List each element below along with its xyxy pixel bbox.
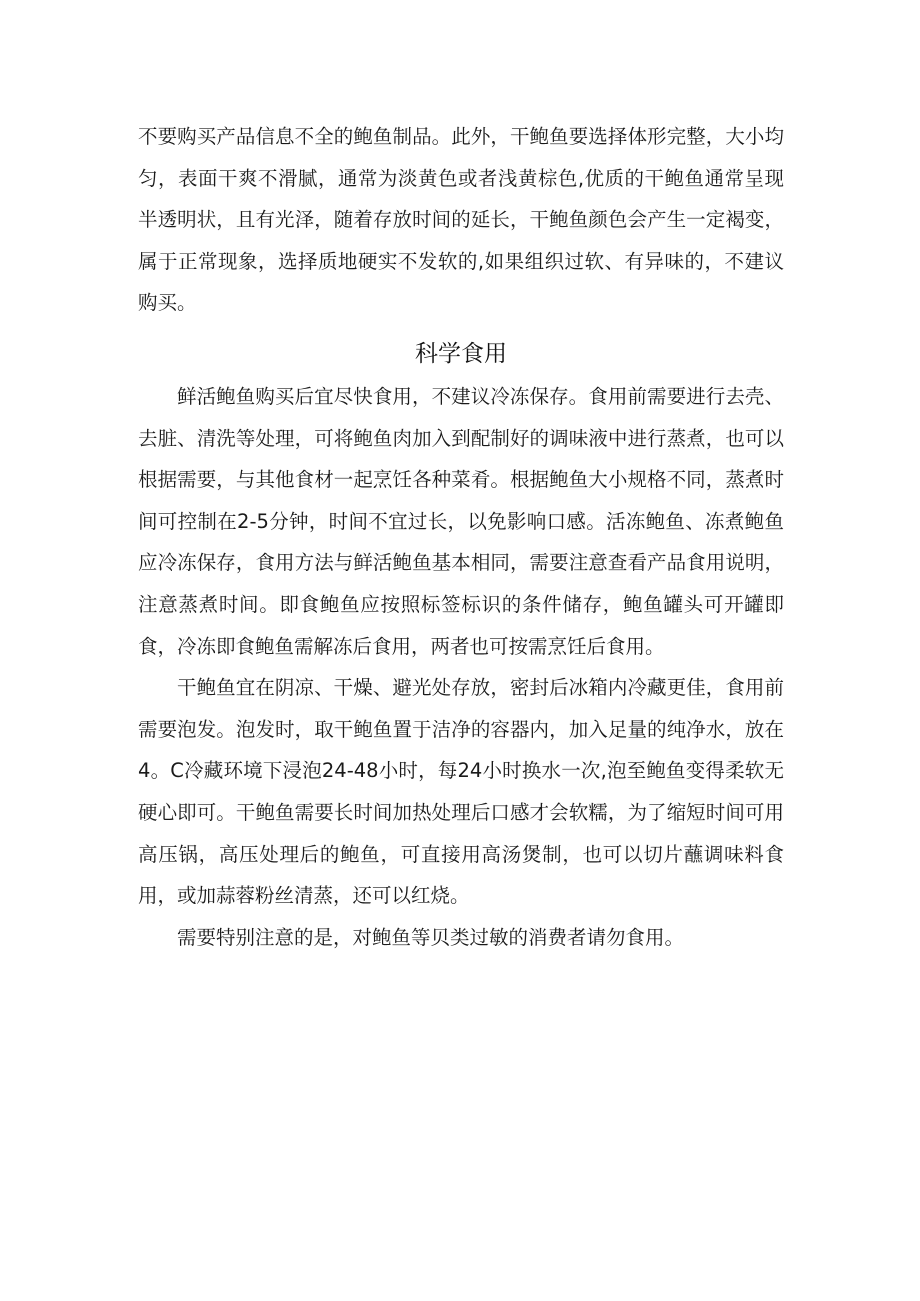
- paragraph-dried-abalone: 干鲍鱼宜在阴凉、干燥、避光处存放，密封后冰箱内冷藏更佳，食用前需要泡发。泡发时，取干鲍鱼置于洁净的容器内，加入足量的纯净水，放在4。C冷藏环境下浸泡24-48小时，每24小时换水一次,泡至鲍鱼变得柔软无硬心即可。干鲍鱼需要长时间加热处理后口感才会软糯，为了缩短时间可用高压锅，高压处理后的鲍鱼，可直接用高汤煲制，也可以切片蘸调味料食用，或加蒜蓉粉丝清蒸，还可以红烧。: [138, 676, 784, 908]
- paragraph-allergy-note: 需要特别注意的是，对鲍鱼等贝类过敏的消费者请勿食用。: [177, 925, 685, 949]
- paragraph-fresh-abalone: 鲜活鲍鱼购买后宜尽快食用，不建议冷冻保存。食用前需要进行去壳、去脏、清洗等处理，可将鲍鱼肉加入到配制好的调味液中进行蒸煮，也可以根据需要，与其他食材一起烹饪各种菜肴。根据鲍鱼大小规格不同，蒸煮时间可控制在2-5分钟，时间不宜过长，以免影响口感。活冻鲍鱼、冻煮鲍鱼应冷冻保存，食用方法与鲜活鲍鱼基本相同，需要注意查看产品食用说明，注意蒸煮时间。即食鲍鱼应按照标签标识的条件储存，鲍鱼罐头可开罐即食，冷冻即食鲍鱼需解冻后食用，两者也可按需烹饪后食用。: [138, 384, 784, 658]
- paragraph-continued: 不要购买产品信息不全的鲍鱼制品。此外，干鲍鱼要选择体形完整，大小均匀，表面干爽不滑腻，通常为淡黄色或者浅黄棕色,优质的干鲍鱼通常呈现半透明状，且有光泽，随着存放时间的延长，干鲍鱼颜色会产生一定褐变，属于正常现象，选择质地硬实不发软的,如果组织过软、有异味的，不建议购买。: [138, 125, 784, 315]
- section-title: 科学食用: [415, 340, 507, 367]
- document-body: [138, 116, 784, 958]
